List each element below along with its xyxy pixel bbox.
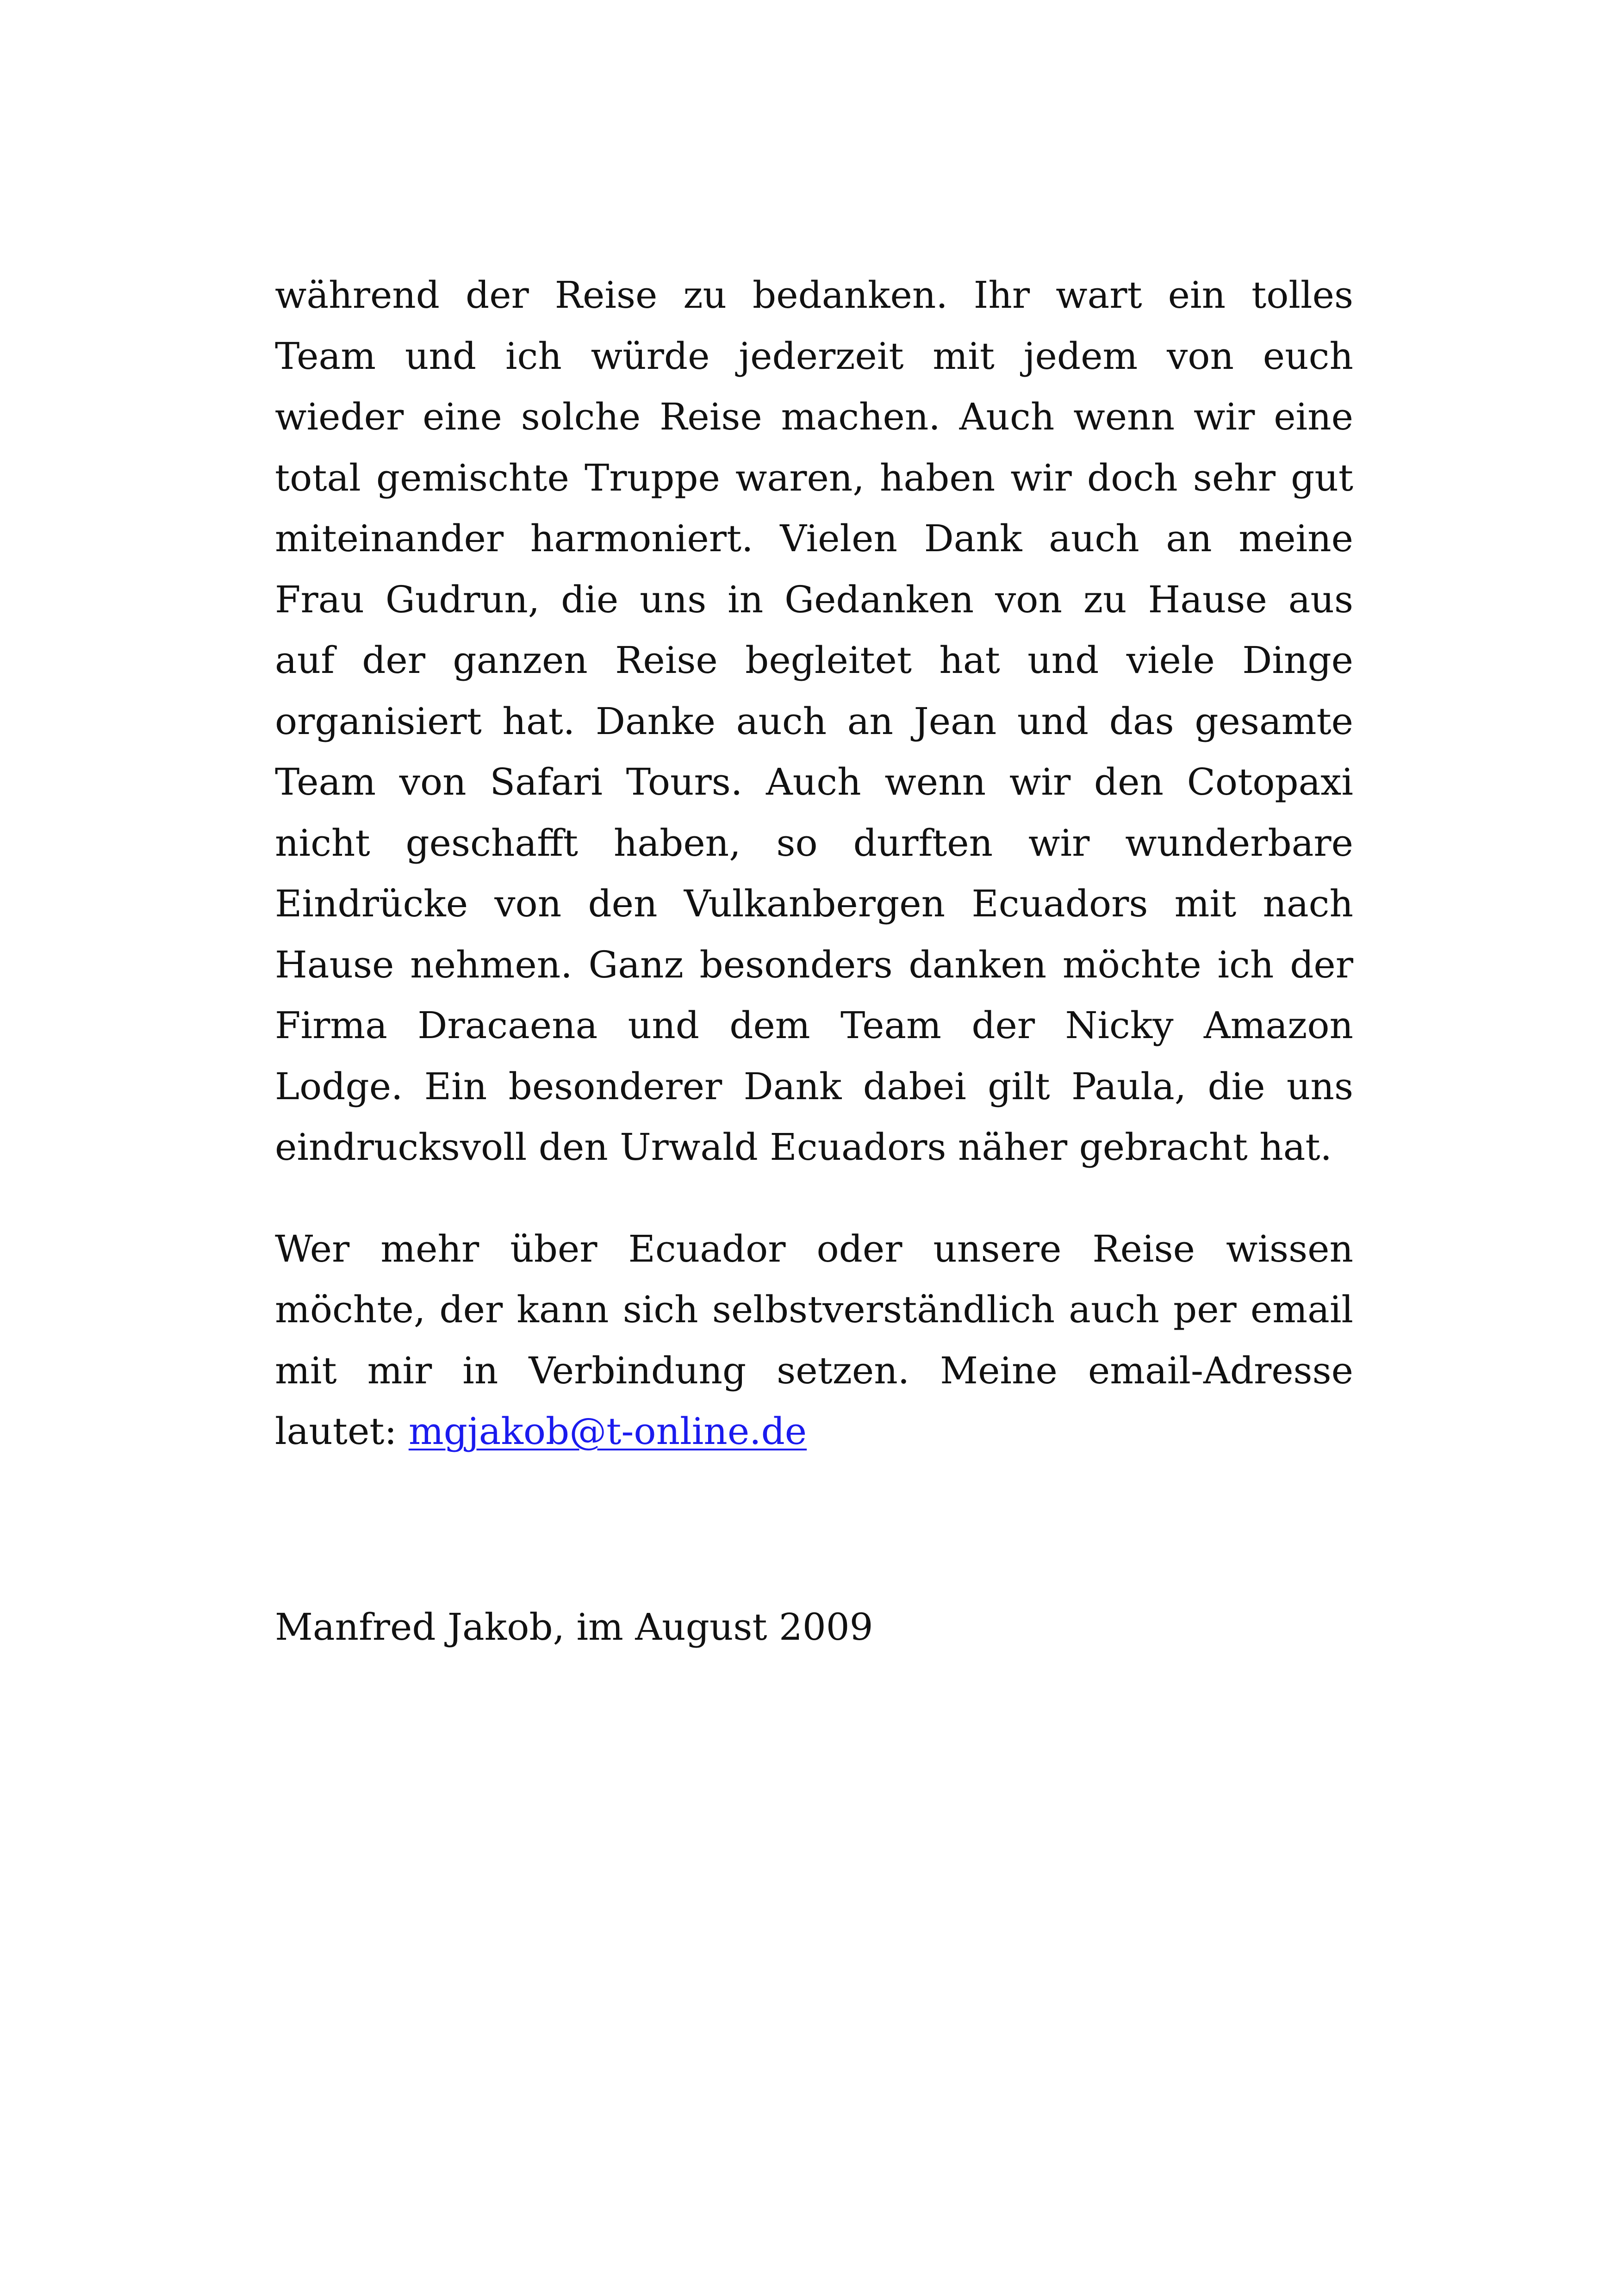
text-line: möchte, der kann sich selbstverständlich auch per email — [275, 1288, 1353, 1331]
text-line: Lodge. Ein besonderer Dank dabei gilt Paula, die uns — [275, 1064, 1353, 1108]
paragraph-1 — [275, 265, 1353, 1178]
paragraph-spacer — [275, 1178, 1353, 1219]
text-line: miteinander harmoniert. Vielen Dank auch an meine — [275, 517, 1353, 560]
text-line: Wer mehr über Ecuador oder unsere Reise wissen — [275, 1227, 1353, 1270]
text-line: Team und ich würde jederzeit mit jedem von euch — [275, 334, 1353, 378]
text-line — [275, 1401, 1353, 1462]
text-line: Eindrücke von den Vulkanbergen Ecuadors mit nach — [275, 882, 1353, 925]
body-text — [275, 265, 1353, 1462]
text-line: wieder eine solche Reise machen. Auch wenn wir eine — [275, 395, 1353, 438]
text-line: eindrucksvoll den Urwald Ecuadors näher gebracht hat. — [275, 1126, 1332, 1169]
email-intro-text: lautet: — [275, 1410, 409, 1453]
text-line: Frau Gudrun, die uns in Gedanken von zu Hause aus — [275, 578, 1353, 621]
text-line: Team von Safari Tours. Auch wenn wir den Cotopaxi — [275, 760, 1353, 803]
paragraph-2 — [275, 1219, 1353, 1462]
signature-line: Manfred Jakob, im August 2009 — [275, 1605, 873, 1649]
text-line: mit mir in Verbindung setzen. Meine email-Adresse — [275, 1349, 1353, 1392]
text-line: nicht geschafft haben, so durften wir wunderbare — [275, 821, 1353, 865]
text-line: auf der ganzen Reise begleitet hat und viele Dinge — [275, 639, 1353, 682]
email-link[interactable]: mgjakob@t-online.de — [408, 1410, 807, 1453]
text-line: Hause nehmen. Ganz besonders danken möchte ich der — [275, 943, 1353, 986]
text-line: während der Reise zu bedanken. Ihr wart ein tolles — [275, 274, 1353, 317]
text-line: organisiert hat. Danke auch an Jean und das gesamte — [275, 699, 1353, 743]
text-line: Firma Dracaena und dem Team der Nicky Amazon — [275, 1004, 1353, 1047]
text-line: total gemischte Truppe waren, haben wir doch sehr gut — [275, 456, 1353, 499]
